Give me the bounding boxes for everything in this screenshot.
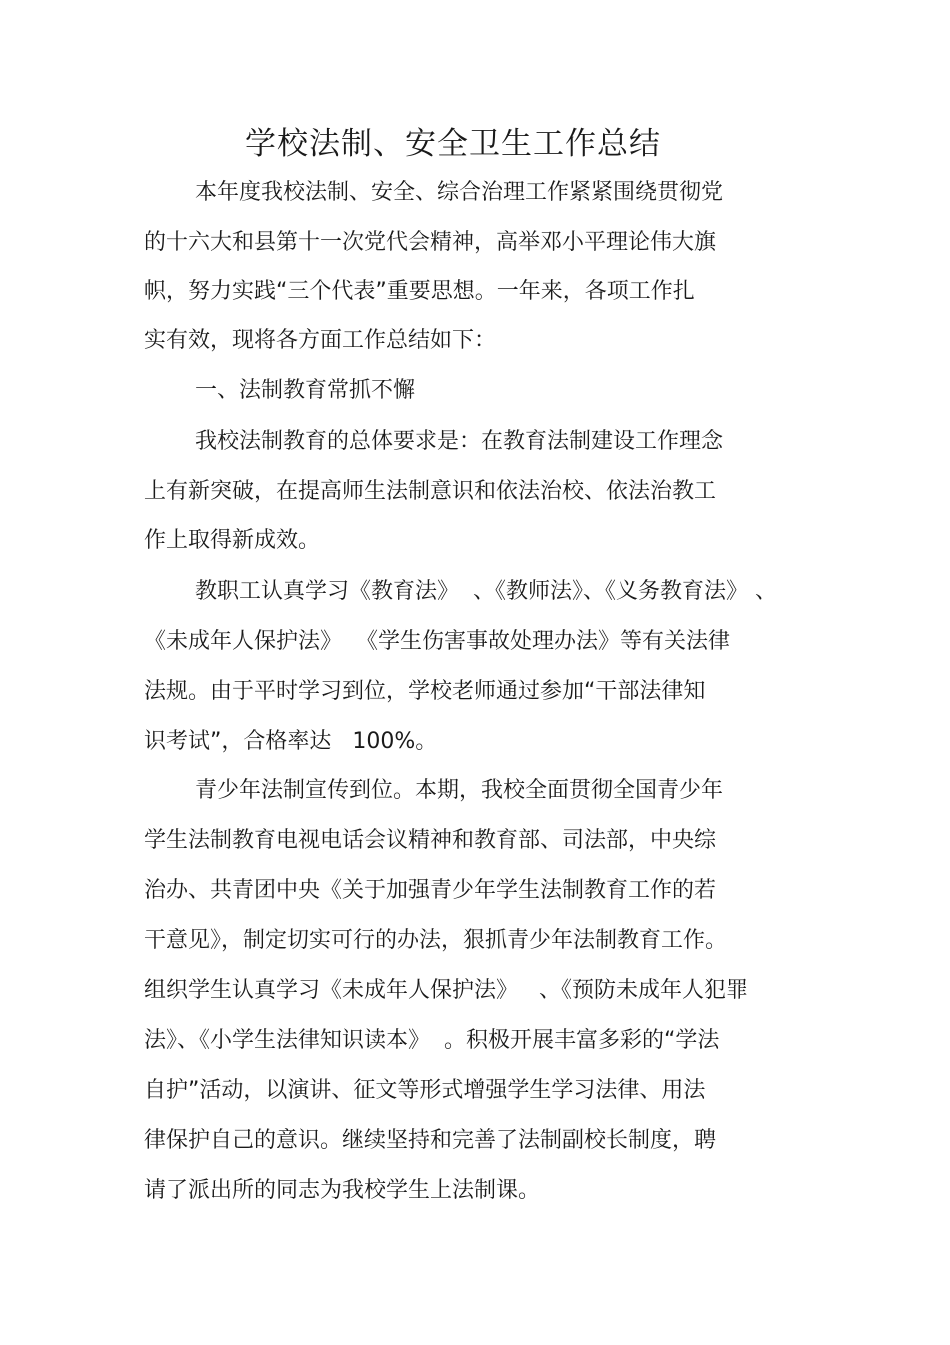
paragraph-line: 干意见》，制定切实可行的办法，狠抓青少年法制教育工作。 — [144, 928, 728, 953]
paragraph-line: 青少年法制宣传到位。本期，我校全面贯彻全国青少年 — [195, 778, 724, 803]
document-title: 学校法制、安全卫生工作总结 — [245, 126, 661, 162]
section-heading: 一、法制教育常抓不懈 — [195, 378, 416, 403]
paragraph-line: 组织学生认真学习《未成年人保护法》 、《预防未成年人犯罪 — [144, 978, 748, 1003]
paragraph-line: 的十六大和县第十一次党代会精神，高举邓小平理论伟大旗 — [144, 230, 717, 255]
paragraph-line: 本年度我校法制、安全、综合治理工作紧紧围绕贯彻党 — [195, 180, 724, 205]
paragraph-line: 法》、《小学生法律知识读本》 。积极开展丰富多彩的“学法 — [144, 1028, 720, 1053]
paragraph-line: 我校法制教育的总体要求是：在教育法制建设工作理念 — [195, 429, 724, 454]
paragraph-line: 帜，努力实践“三个代表”重要思想。一年来，各项工作扎 — [144, 279, 695, 304]
paragraph-line: 作上取得新成效。 — [144, 528, 321, 553]
paragraph-line: 识考试”，合格率达 100%。 — [144, 729, 438, 754]
paragraph-line: 《未成年人保护法》 《学生伤害事故处理办法》等有关法律 — [144, 629, 730, 654]
paragraph-line: 实有效，现将各方面工作总结如下： — [144, 328, 497, 353]
paragraph-line: 律保护自己的意识。继续坚持和完善了法制副校长制度，聘 — [144, 1128, 717, 1153]
paragraph-line: 学生法制教育电视电话会议精神和教育部、司法部，中央综 — [144, 828, 717, 853]
paragraph-line: 教职工认真学习《教育法》 、《教师法》、《义务教育法》 、 — [195, 579, 777, 604]
paragraph-line: 法规。由于平时学习到位，学校老师通过参加“干部法律知 — [144, 679, 706, 704]
paragraph-line: 治办、共青团中央《关于加强青少年学生法制教育工作的若 — [144, 878, 717, 903]
paragraph-line: 请了派出所的同志为我校学生上法制课。 — [144, 1178, 541, 1203]
paragraph-line: 自护”活动，以演讲、征文等形式增强学生学习法律、用法 — [144, 1078, 706, 1103]
paragraph-line: 上有新突破，在提高师生法制意识和依法治校、依法治教工 — [144, 479, 717, 504]
